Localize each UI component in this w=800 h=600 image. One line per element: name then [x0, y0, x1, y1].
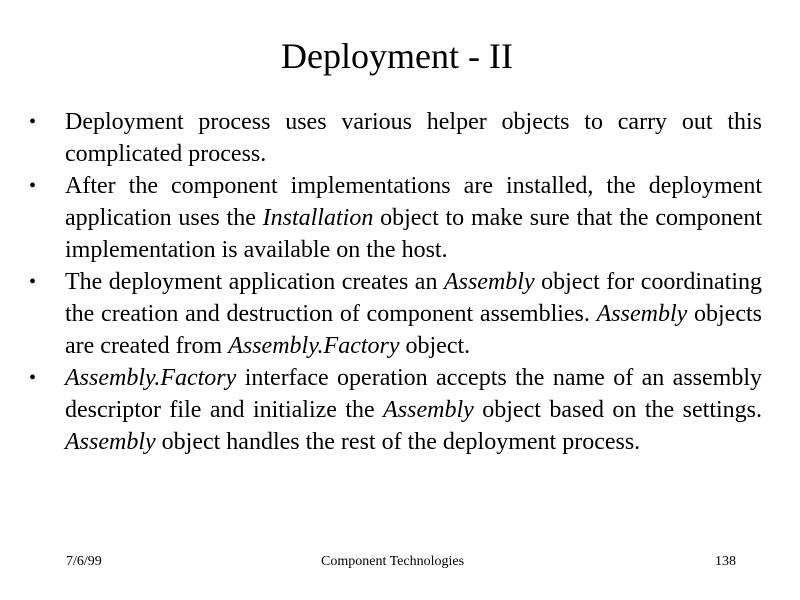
bullet-segment: object for coordinating the creation and destruction of component assemblies.: [65, 269, 762, 327]
bullet-text: [65, 106, 762, 170]
bullet-item: [26, 362, 762, 458]
italic-term: Assembly: [596, 301, 688, 327]
bullet-segment: interface operation accepts the name of an assembly descriptor file and initialize the: [65, 365, 762, 423]
slide-title: Deployment - II: [281, 36, 513, 76]
footer-date: 7/6/99: [66, 554, 102, 569]
bullet-segment: After the component implementations are installed, the deployment application uses the: [65, 173, 762, 231]
page-number: 138: [715, 554, 736, 569]
bullet-marker: •: [29, 175, 37, 197]
bullet-item: [26, 106, 762, 170]
bullet-marker: •: [29, 367, 37, 389]
bullet-text: [65, 362, 762, 458]
bullet-segment: objects are created from: [65, 301, 762, 359]
italic-term: Assembly: [383, 397, 474, 423]
bullet-list: [26, 106, 762, 458]
bullet-item: [26, 266, 762, 362]
bullet-segment: The deployment application creates an: [65, 269, 444, 295]
bullet-item: [26, 170, 762, 266]
bullet-segment: object to make sure that the component implementation is available on the host.: [65, 205, 763, 263]
bullet-segment: object.: [399, 333, 471, 359]
italic-term: Assembly.Factory: [65, 365, 237, 391]
bullet-marker: •: [29, 111, 37, 133]
bullet-segment: object based on the settings.: [473, 397, 762, 423]
italic-term: Assembly: [443, 269, 535, 295]
italic-term: Assembly.Factory: [228, 333, 400, 359]
bullet-marker: •: [29, 271, 37, 293]
bullet-text: [65, 266, 762, 362]
italic-term: Installation: [262, 205, 374, 231]
bullet-segment: object handles the rest of the deployment process.: [155, 429, 641, 455]
bullet-segment: Deployment process uses various helper objects to carry out this complicated process.: [65, 109, 762, 167]
footer-title: Component Technologies: [321, 554, 465, 569]
bullet-text: [65, 170, 762, 266]
italic-term: Assembly: [65, 429, 156, 455]
